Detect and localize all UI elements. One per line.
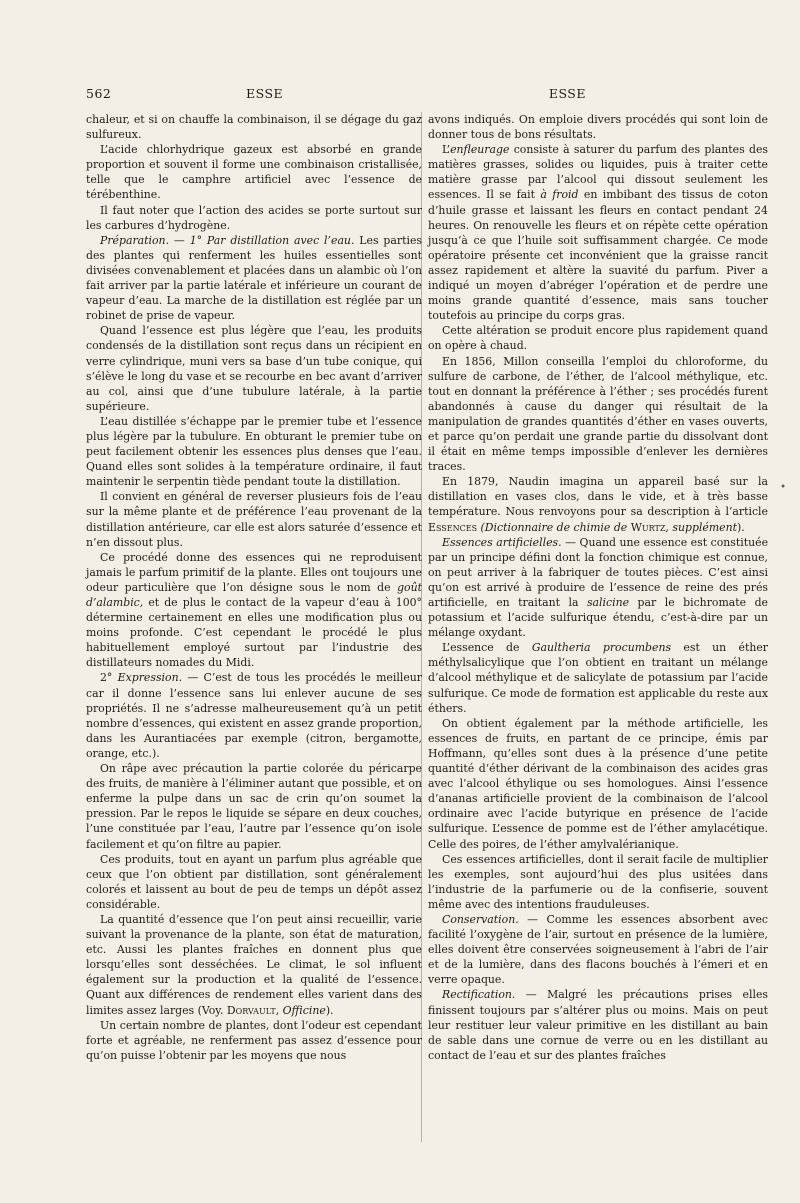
paragraph-text: en imbibant des tissus de coton d’huile grasse et laissant les fleurs en contact pendant 24 heures. On renouvelle les fleurs et on répète cette opération jusqu’à ce que l’huile soit suffisamment chargée. Ce mode opératoire présente cet inconvénient que la graisse rancit assez rapidement et altère la suavité du parfum. Piver a indiqué un moyen d’abréger l’opération et de perdre une moins grande quantité d’essence, mais sans toucher toutefois au principe du corps gras. xyxy=(428,188,769,323)
paragraph xyxy=(428,640,768,715)
paragraph-text: — C’est de tous les procédés le meilleur car il donne l’essence sans lui enlever aucune de ses propriétés. Il ne s’adresse malheureusement qu’à un petit nombre d’essences, qui existent en assez grande proportion, dans les Aurantiacées par exemple (citron, bergamotte, orange, etc.). xyxy=(86,671,422,760)
book-title: Officine xyxy=(282,1003,326,1017)
paragraph: chaleur, et si on chauffe la combinaison, il se dégage du gaz sulfureux. xyxy=(86,113,422,142)
paragraph-text: de xyxy=(613,520,628,534)
paragraph xyxy=(86,550,422,671)
paragraph-text: et de plus le contact de la vapeur d’eau à 100° détermine certainement en elles une modification plus ou moins profonde. C’est cependant le procédé le plus habituellement employé surtout par l’industrie des distillateurs nomades du Midi. xyxy=(86,596,422,670)
paragraph: Quand l’essence est plus légère que l’eau, les produits condensés de la distillation sont reçus dans un récipient en verre cylindrique, muni vers sa base d’un tube conique, qui s’élève le long du vase et se recourbe en bec avant d’arriver au col, ainsi que d’une tubulure latérale, à la partie supérieure. xyxy=(86,324,422,413)
paragraph-text: L’essence de xyxy=(442,641,520,655)
paragraph-artificial xyxy=(428,535,768,641)
author-name: Dorvault, xyxy=(226,1003,280,1017)
paragraph: Un certain nombre de plantes, dont l’odeur est cependant forte et agréable, ne renferment pas assez d’essence pour qu’on puisse l’obtenir par les moyens que nous xyxy=(86,1018,422,1062)
paragraph-text: consiste à saturer du parfum des plantes des matières grasses, solides ou liquides, puis à traiter cette matière grasse par l’alcool qui dissout seulement les essences. Il se fait xyxy=(428,143,768,202)
paragraph-rectification xyxy=(428,987,768,1062)
section-heading: Rectification. xyxy=(442,988,516,1002)
paragraph: L’acide chlorhydrique gazeux est absorbé en grande proportion et souvent il forme une combinaison cristallisée, telle que le camphre artificiel avec l’essence de térébenthine. xyxy=(86,143,422,202)
section-heading: Essences artificielles. xyxy=(442,535,562,549)
paragraph-text: La quantité d’essence que l’on peut ainsi recueillir, varie suivant la provenance de la plante, son état de maturation, etc. Aussi les plantes fraîches en donnent plus que lorsqu’elles sont desséchées. Le climat, le sol influent également sur la production et la qualité de l’essence. Quant aux différences de rendement elles varient dans des limites assez larges (Voy. xyxy=(86,912,422,1017)
section-heading: Préparation. xyxy=(100,233,170,247)
paragraph-text: L’ xyxy=(442,143,451,157)
paragraph: On obtient également par la méthode artificielle, les essences de fruits, en partant de ce principe, émis par Hoffmann, qu’elles sont dues à la présence d’une petite quantité d’éther dérivant de la combinaison des acides gras avec l’alcool éthylique ou ses homologues. Ainsi l’essence d’ananas artificielle provient de la combinaison de l’alcool ordinaire avec l’acide butyrique en présence de l’acide sulfurique. L’essence de pomme est de l’éther amylacétique. Celle des poires, de l’éther amylvalérianique. xyxy=(428,716,768,851)
paragraph: En 1856, Millon conseilla l’emploi du chloroforme, du sulfure de carbone, de l’éther, de l’alcool méthylique, etc. tout en donnant la préférence à l’éther ; ses procédés furent abandonnés à cause du danger qui résultait de la manipulation de grandes quantités d’éther en vases ouverts, et parce qu’on perdait une grande partie du dissolvant dont il était en même temps impossible d’enlever les dernières traces. xyxy=(428,354,768,474)
subsection-heading: Expression. xyxy=(117,671,183,685)
emphasis: salicine xyxy=(586,596,630,609)
section-heading: Conservation. xyxy=(442,912,519,926)
paragraph-text: Ce procédé donne des essences qui ne reproduisent jamais le parfum primitif de la plante. Elles ont toujours une odeur particulière que l’on désigne sous le nom de xyxy=(86,550,422,594)
margin-mark: • xyxy=(780,482,786,493)
paragraph xyxy=(86,912,422,1018)
author-name: Wurtz, xyxy=(630,520,669,534)
emphasis: supplément xyxy=(672,520,738,534)
right-running-title: ESSE xyxy=(548,86,586,101)
paragraph-preparation: Préparation. — 1° Par distillation avec l’eau. Les parties des plantes qui renferment les huiles essentielles sont divisées convenablement et placées dans un alambic où l’on fait arriver par la partie latérale et inférieure un courant de vapeur d’eau. La marche de la distillation est réglée par un robinet de prise de vapeur. xyxy=(86,233,422,323)
paragraph: Ces essences artificielles, dont il serait facile de multiplier les exemples, sont aujourd’hui des plus usitées dans l’industrie de la parfumerie ou de la confiserie, souvent même avec des intentions frauduleuses. xyxy=(428,852,768,911)
section-number: 2° xyxy=(100,671,113,685)
paragraph: Il convient en général de reverser plusieurs fois de l’eau sur la même plante et de préférence l’eau provenant de la distillation antérieure, car elle est alors saturée d’essence et n’en dissout plus. xyxy=(86,490,422,549)
paragraph: Cette altération se produit encore plus rapidement quand on opère à chaud. xyxy=(428,324,768,353)
paragraph: avons indiqués. On emploie divers procédés qui sont loin de donner tous de bons résultats. xyxy=(428,113,768,142)
paragraph-conservation xyxy=(428,912,768,987)
left-column xyxy=(86,112,422,1063)
right-column xyxy=(428,112,768,1063)
punctuation: ). xyxy=(737,520,745,534)
running-header xyxy=(86,86,766,102)
subsection-heading: 1° Par distillation avec l’eau. xyxy=(189,233,355,247)
paragraph-text: — Comme les essences absorbent avec facilité l’oxygène de l’air, surtout en présence de la lumière, elles doivent être conservées soigneusement à l’abri de l’air et de la lumière, dans des flacons bouchés à l’émeri et en verre opaque. xyxy=(428,912,768,987)
emphasis: enfleurage xyxy=(450,143,510,157)
paragraph-text: En 1879, Naudin imagina un appareil basé sur la distillation en vases clos, dans le vide, et à très basse température. Nous renvoyons pour sa description à l’article xyxy=(428,475,768,519)
paragraph-text: — Malgré les précautions prises elles finissent toujours par s’altérer plus ou moins. Mais on peut leur restituer leur valeur primitive en les distillant au bain de sable dans une cornue de verre ou en les distillant au contact de l’eau et sur des plantes fraîches xyxy=(428,988,768,1062)
paragraph: L’eau distillée s’échappe par le premier tube et l’essence plus légère par la tubulure. En obturant le premier tube on peut facilement obtenir les essences plus denses que l’eau. Quand elles sont solides à la température ordinaire, il faut maintenir le serpentin tiède pendant toute la distillation. xyxy=(86,414,422,489)
punctuation: ). xyxy=(325,1003,334,1017)
paragraph-enfleurage xyxy=(428,142,768,323)
paragraph xyxy=(428,474,768,534)
emphasis: à froid xyxy=(540,188,579,202)
emphasis: goût d’alambic, xyxy=(86,580,422,609)
paragraph-text: est un éther méthylsalicylique que l’on obtient en traitant un mélange d’alcool méthylique et de salicylate de potassium par l’acide sulfurique. Ce mode de formation est applicable du reste aux éthers. xyxy=(428,641,768,715)
left-running-title: ESSE xyxy=(246,86,284,101)
paragraph: Il faut noter que l’action des acides se porte surtout sur les carbures d’hydrogène. xyxy=(86,203,422,232)
paragraph-text: par le bichromate de potassium et l’acide sulfurique étendu, c’est-à-dire par un mélange oxydant. xyxy=(428,596,769,640)
paragraph-text: — Quand une essence est constituée par un principe défini dont la fonction chimique est connue, on peut arriver à la fabriquer de toutes pièces. C’est ainsi qu’on est arrivé à produire de l’essence de reine des prés artificielle, en traitant la xyxy=(428,535,769,609)
paragraph-expression xyxy=(86,670,422,761)
article-name: Essences xyxy=(428,520,478,534)
page-number: 562 xyxy=(86,86,112,101)
paragraph: On râpe avec précaution la partie colorée du péricarpe des fruits, de manière à l’éliminer autant que possible, et on enferme la pulpe dans un sac de crin qu’on soumet la pression. Par le repos le liquide se sépare en deux couches, l’une constituée par l’eau, l’autre par l’essence qu’on isole facilement et qu’on filtre au papier. xyxy=(86,762,422,851)
book-title: (Dictionnaire de chimie xyxy=(480,520,611,534)
paragraph-text: Les parties des plantes qui renferment les huiles essentielles sont divisées convenablement et placées dans un alambic où l’on fait arriver par la partie latérale et inférieure un courant de vapeur d’eau. La marche de la distillation est réglée par un robinet de prise de vapeur. xyxy=(86,233,422,323)
species-name: Gaultheria procumbens xyxy=(531,641,672,655)
paragraph: Ces produits, tout en ayant un parfum plus agréable que ceux que l’on obtient par distillation, sont généralement colorés et laissent au bout de peu de temps un dépôt assez considérable. xyxy=(86,852,422,911)
